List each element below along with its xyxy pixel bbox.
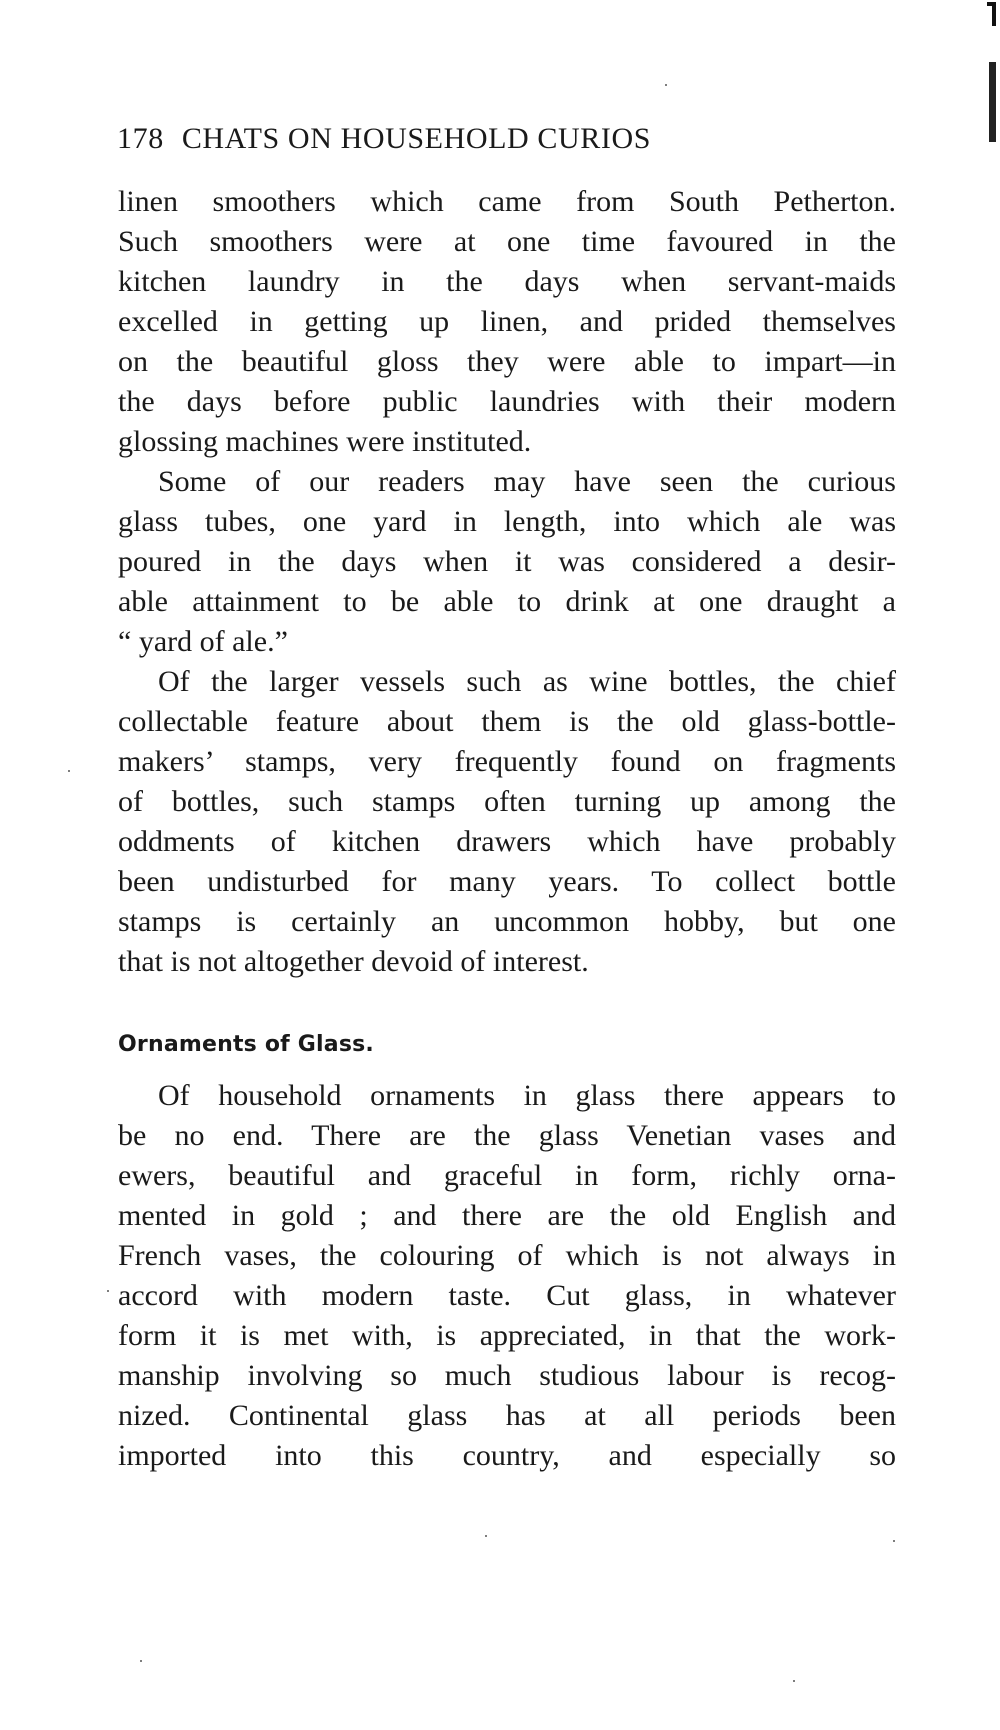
scan-speck <box>107 1290 109 1292</box>
text-line: makers’ stamps, very frequently found on fragments <box>118 745 896 778</box>
text-line: on the beautiful gloss they were able to impart—in <box>118 345 896 378</box>
text-line: accord with modern taste. Cut glass, in whatever <box>118 1279 896 1312</box>
text-line: been undisturbed for many years. To collect bottle <box>118 865 896 898</box>
text-line: linen smoothers which came from South Petherton. <box>118 185 896 218</box>
text-line: Of household ornaments in glass there appears to <box>158 1079 896 1112</box>
text-line: Of the larger vessels such as wine bottles, the chief <box>158 665 896 698</box>
page-number: 178 <box>117 122 164 155</box>
text-line: glass tubes, one yard in length, into which ale was <box>118 505 896 538</box>
text-line: that is not altogether devoid of interest. <box>118 945 589 978</box>
scan-speck <box>485 1535 487 1537</box>
text-line: be no end. There are the glass Venetian vases and <box>118 1119 896 1152</box>
scan-speck <box>665 84 667 86</box>
text-line: glossing machines were instituted. <box>118 425 532 458</box>
scan-edge-mark <box>989 62 996 142</box>
text-line: able attainment to be able to drink at one draught a <box>118 585 896 618</box>
section-heading: Ornaments of Glass. <box>118 1032 374 1057</box>
text-line: French vases, the colouring of which is not always in <box>118 1239 896 1272</box>
text-line: manship involving so much studious labour is recog- <box>118 1359 896 1392</box>
text-line: of bottles, such stamps often turning up among the <box>118 785 896 818</box>
scan-speck <box>140 1660 142 1662</box>
text-line: collectable feature about them is the old glass-bottle- <box>118 705 896 738</box>
text-line: “ yard of ale.” <box>118 625 288 658</box>
scan-edge-mark <box>992 4 996 26</box>
text-line: the days before public laundries with their modern <box>118 385 896 418</box>
text-line: imported into this country, and especially so <box>118 1439 896 1472</box>
running-header <box>117 122 651 156</box>
text-line: Such smoothers were at one time favoured in the <box>118 225 896 258</box>
scan-speck <box>893 1540 895 1542</box>
text-line: nized. Continental glass has at all periods been <box>118 1399 896 1432</box>
text-line: stamps is certainly an uncommon hobby, but one <box>118 905 896 938</box>
text-line: oddments of kitchen drawers which have probably <box>118 825 896 858</box>
text-line: ewers, beautiful and graceful in form, richly orna- <box>118 1159 896 1192</box>
text-line: poured in the days when it was considered a desir- <box>118 545 896 578</box>
running-title: CHATS ON HOUSEHOLD CURIOS <box>181 122 652 155</box>
text-line: form it is met with, is appreciated, in that the work- <box>118 1319 896 1352</box>
text-line: kitchen laundry in the days when servant-maids <box>118 265 896 298</box>
text-line: Some of our readers may have seen the curious <box>158 465 896 498</box>
scan-speck <box>68 770 70 772</box>
scan-speck <box>793 1680 795 1682</box>
text-line: excelled in getting up linen, and prided themselves <box>118 305 896 338</box>
text-line: mented in gold ; and there are the old English and <box>118 1199 896 1232</box>
